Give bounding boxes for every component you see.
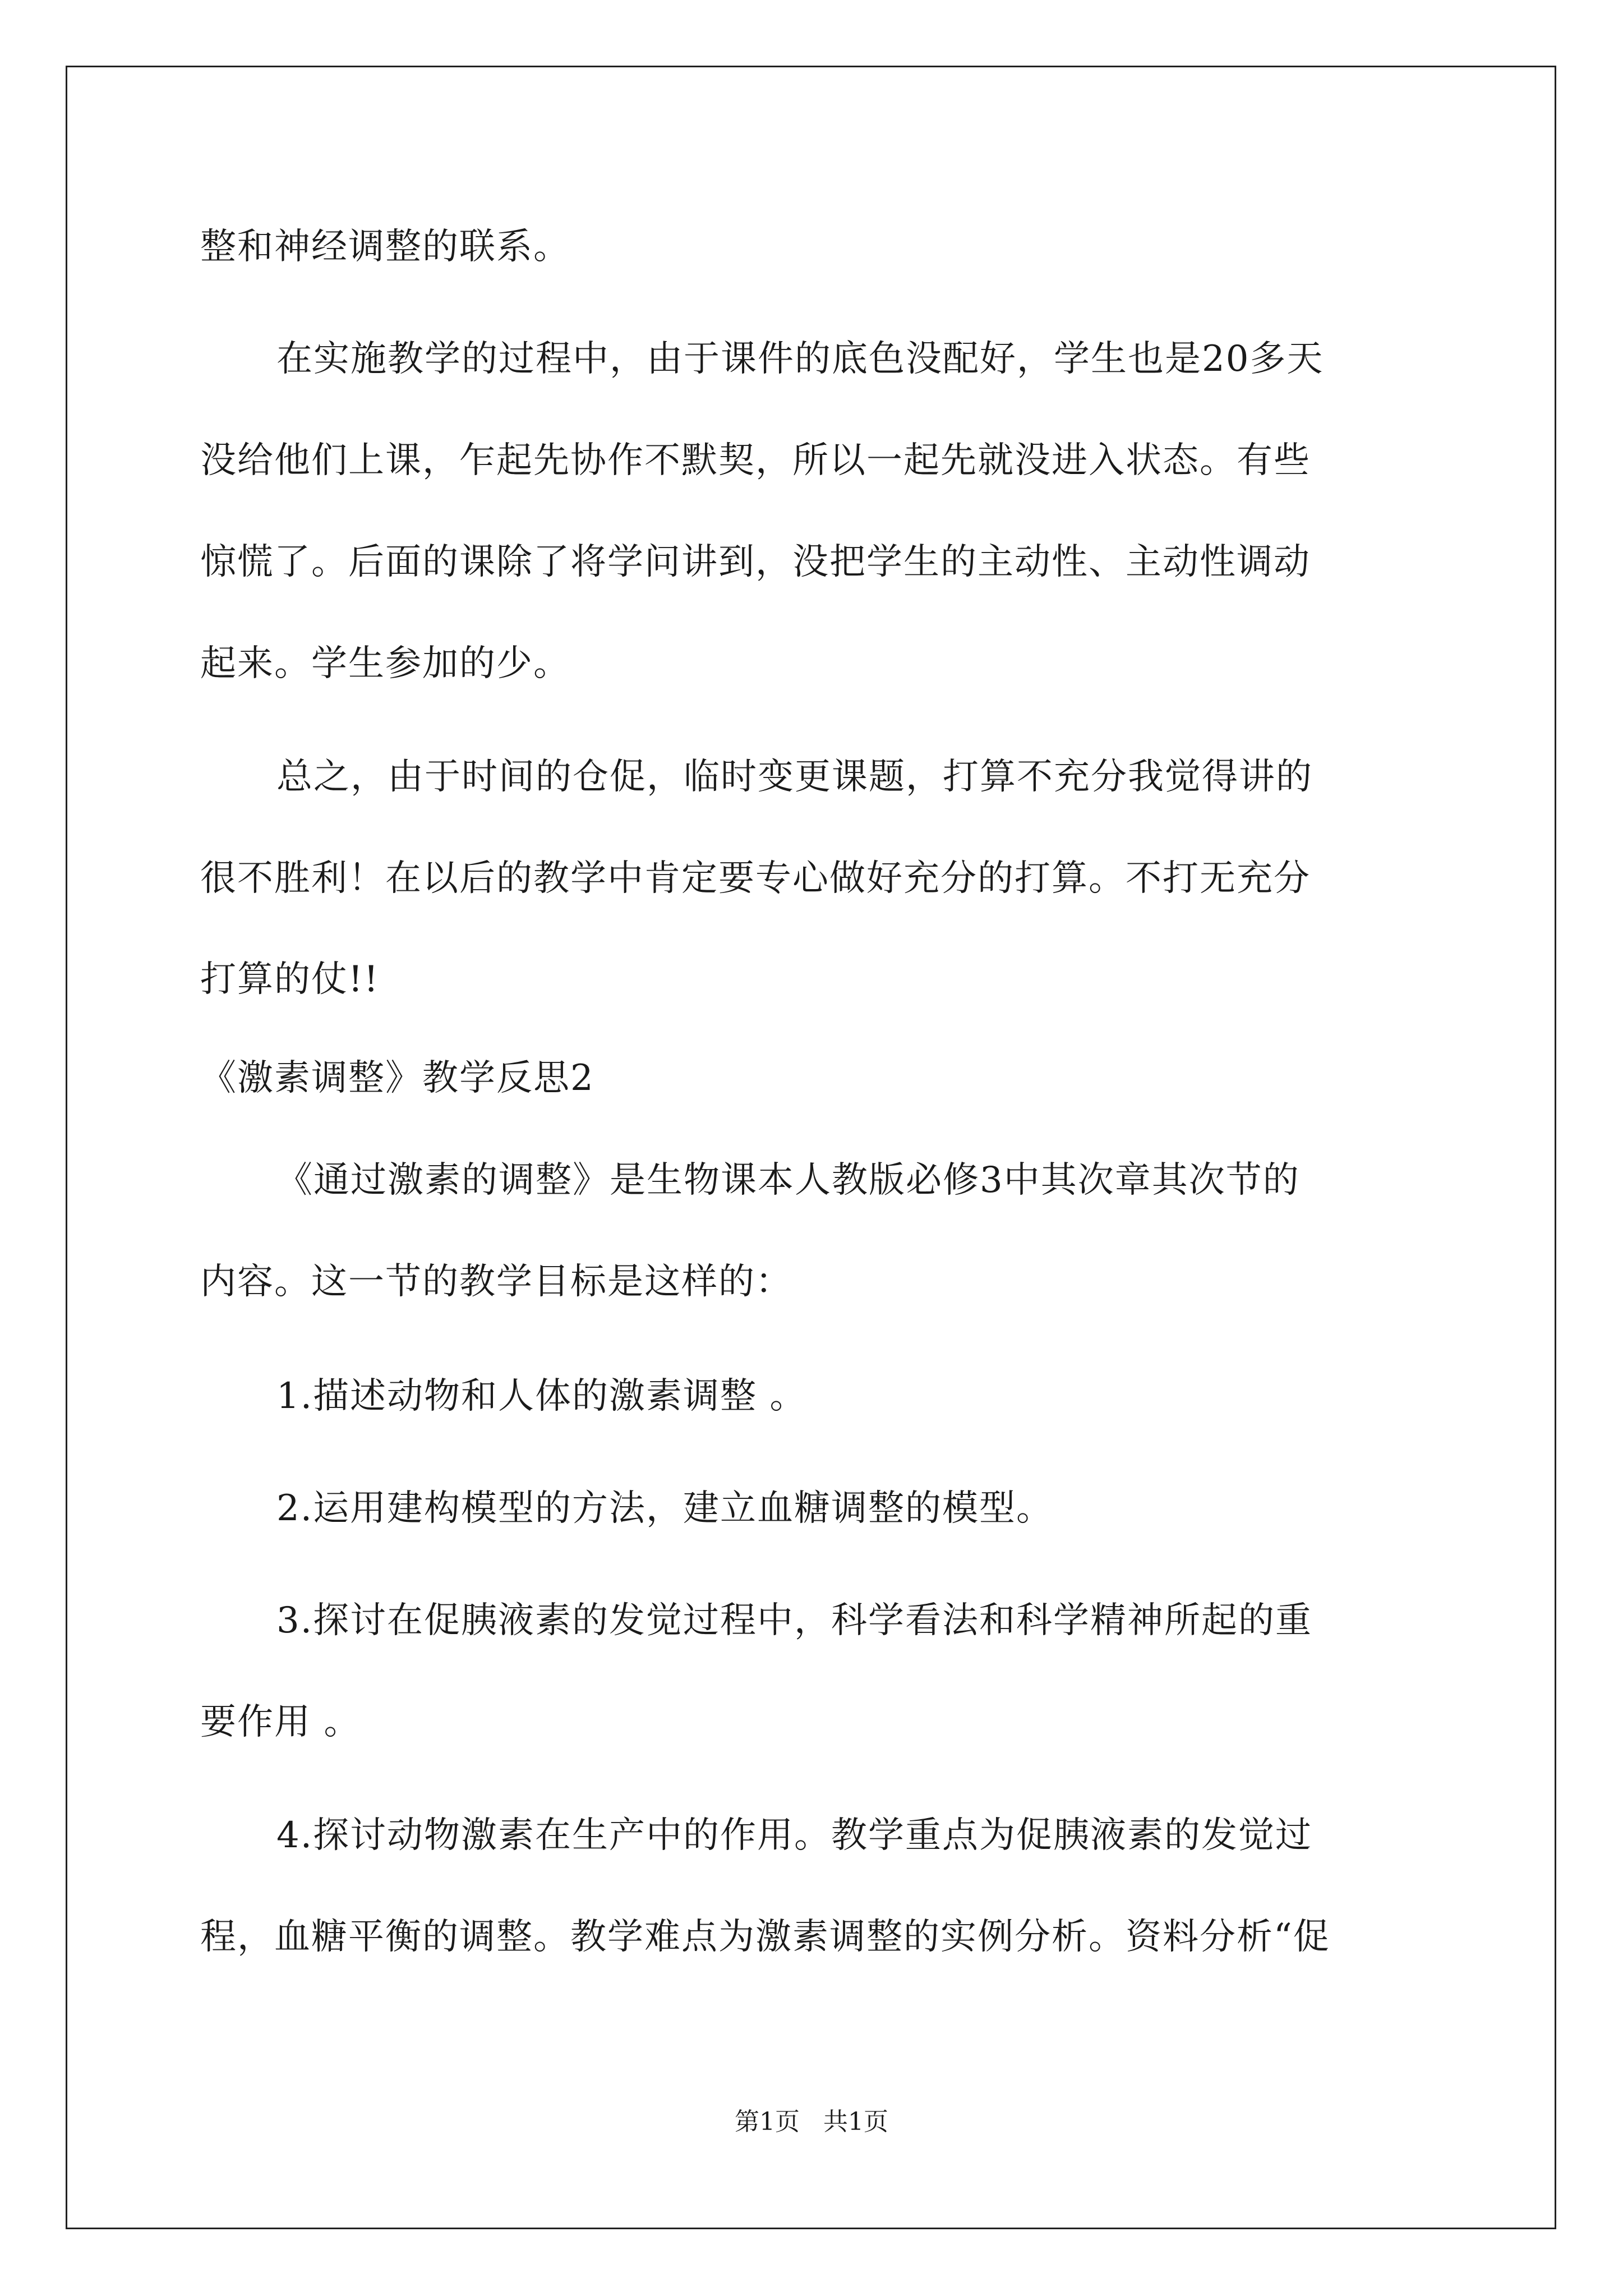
body-line-6: 总之，由于时间的仓促，临时变更课题，打算不充分我觉得讲的 xyxy=(276,756,1313,798)
body-line-9: 《通过激素的调整》是生物课本人教版必修3中其次章其次节的 xyxy=(276,1159,1300,1201)
body-line-8: 打算的仗!! xyxy=(200,959,380,1000)
body-line-10: 内容。这一节的教学目标是这样的： xyxy=(200,1261,792,1303)
goal-item-4: 4.探讨动物激素在生产中的作用。教学重点为促胰液素的发觉过 xyxy=(276,1815,1313,1856)
body-line-2: 在实施教学的过程中，由于课件的底色没配好，学生也是20多天 xyxy=(276,338,1324,380)
body-line-11: 程，血糖平衡的调整。教学难点为激素调整的实例分析。资料分析“促 xyxy=(200,1916,1330,1958)
body-line-1: 整和神经调整的联系。 xyxy=(200,226,570,268)
body-line-7: 很不胜利！在以后的教学中肯定要专心做好充分的打算。不打无充分 xyxy=(200,858,1311,899)
goal-item-3-cont: 要作用 。 xyxy=(200,1701,361,1743)
body-line-3: 没给他们上课，乍起先协作不默契，所以一起先就没进入状态。有些 xyxy=(200,440,1311,481)
body-line-5: 起来。学生参加的少。 xyxy=(200,643,570,684)
goal-item-1: 1.描述动物和人体的激素调整 。 xyxy=(276,1375,807,1417)
body-line-4: 惊慌了。后面的课除了将学问讲到，没把学生的主动性、主动性调动 xyxy=(200,541,1311,583)
goal-item-2: 2.运用建构模型的方法，建立血糖调整的模型。 xyxy=(276,1488,1054,1529)
page-number-footer: 第1页 共1页 xyxy=(735,2108,888,2136)
section-heading: 《激素调整》教学反思2 xyxy=(200,1057,594,1099)
goal-item-3: 3.探讨在促胰液素的发觉过程中，科学看法和科学精神所起的重 xyxy=(276,1600,1313,1641)
page-border xyxy=(66,66,1556,2229)
